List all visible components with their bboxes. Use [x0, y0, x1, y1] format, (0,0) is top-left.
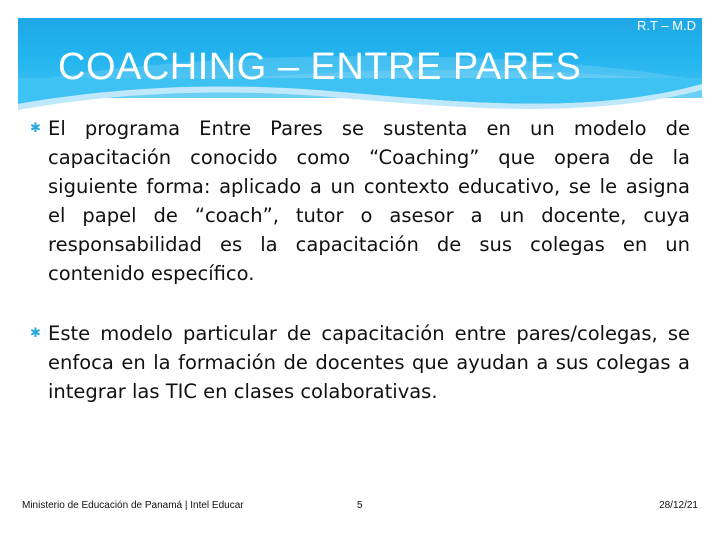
footer-date: 28/12/21	[659, 500, 698, 511]
bullet-item-2	[30, 319, 690, 406]
asterisk-bullet-icon: ✱	[30, 121, 41, 136]
bullet-list	[30, 114, 690, 406]
asterisk-bullet-icon: ✱	[30, 326, 41, 341]
slide-tag: R.T – M.D	[637, 18, 696, 33]
bullet-text-2: Este modelo particular de capacitación entre pares/colegas, se enfoca en la formación de docentes que ayudan a sus colegas a integrar las TIC en clases colaborativas.	[48, 322, 690, 403]
slide-footer	[22, 500, 698, 516]
bullet-item-1	[30, 114, 690, 288]
slide-title: COACHING – ENTRE PARES	[58, 46, 582, 88]
page-number: 5	[357, 500, 363, 511]
bullet-text-1: El programa Entre Pares se sustenta en un modelo de capacitación conocido como “Coaching” que opera de la siguiente forma: aplicado a un contexto educativo, se le asigna el papel de “coach”, tutor o asesor a un docente, cuya responsabilidad es la capacitación de sus colegas en un contenido específico.	[48, 117, 690, 285]
footer-organization: Ministerio de Educación de Panamá | Intel Educar	[22, 500, 244, 511]
